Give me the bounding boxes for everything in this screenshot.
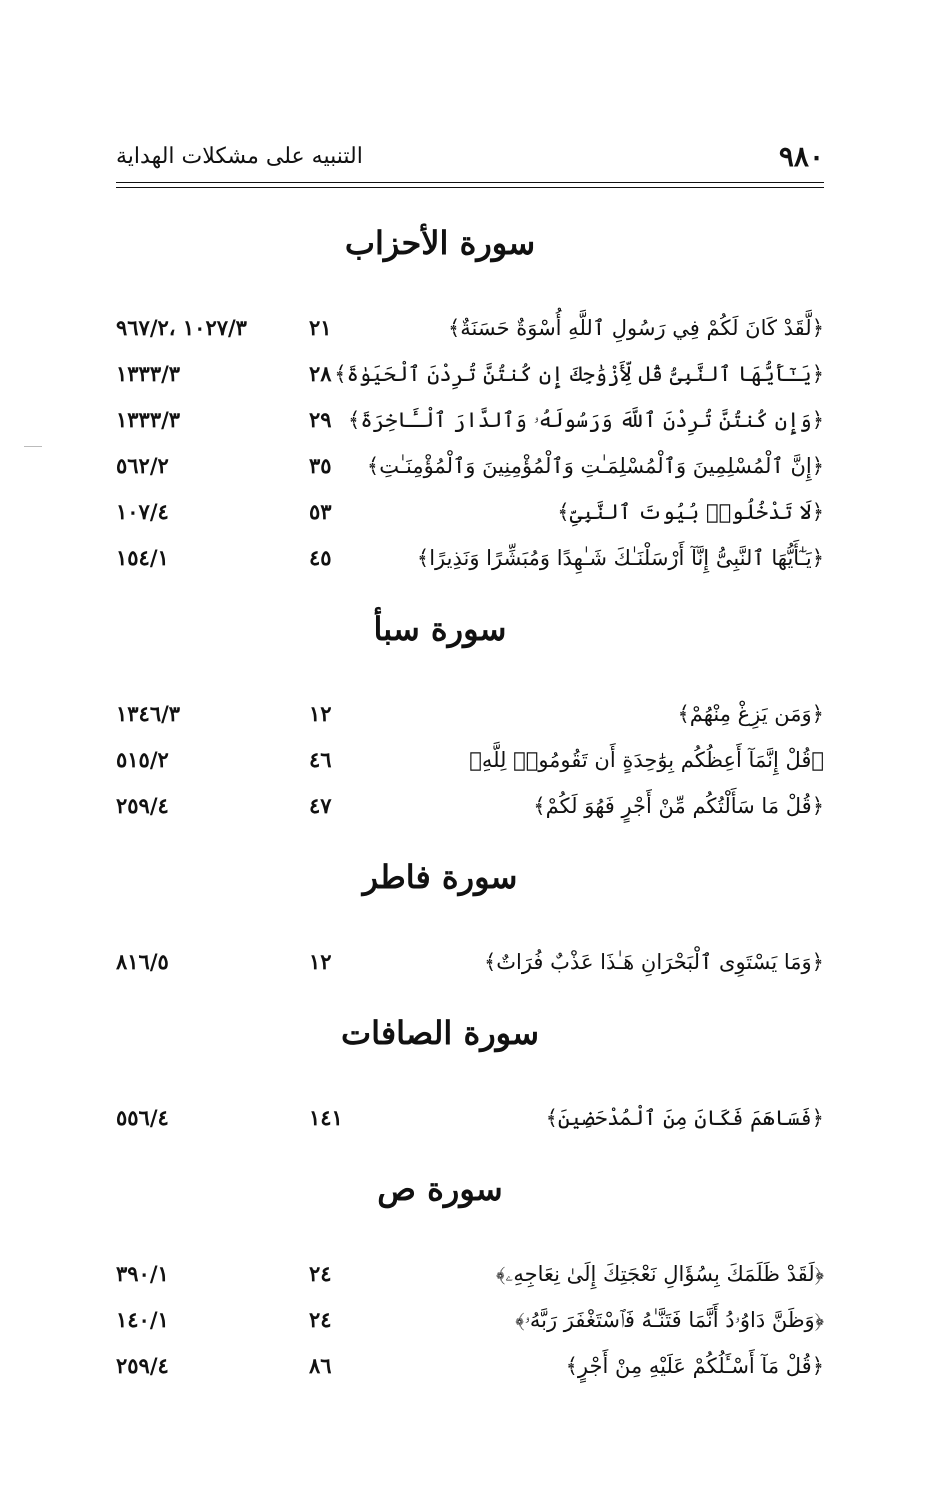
page-reference: ٣٩٠/١ xyxy=(116,1261,169,1286)
running-head-title: التنبيه على مشكلات الهداية xyxy=(116,144,363,169)
index-row xyxy=(116,1251,824,1297)
surah-title: سورة الصافات xyxy=(340,1014,539,1052)
page-reference: ١٠٧/٤ xyxy=(116,499,169,524)
verse-text: ﴿وَمَا يَسْتَوِى ٱلْبَحْرَانِ هَـٰذَا عَذْبٌ فُرَاتٌ﴾ xyxy=(483,950,824,974)
ayah-number: ٢٤ xyxy=(309,1307,332,1332)
surah-section xyxy=(116,601,824,829)
index-row xyxy=(116,737,824,783)
verse-text: ﴿لَا تَدْخُلُوا۟ بُيُوتَ ٱلنَّبِىِّ﴾ xyxy=(557,500,824,524)
ayah-number: ٢١ xyxy=(309,315,332,340)
verse-text: ﴿يَـٰٓأَيُّهَا ٱلنَّبِىُّ قُل لِّأَزْوَٰجِكَ إِن كُنتُنَّ تُرِدْنَ ٱلْحَيَوٰةَ﴾ xyxy=(334,362,824,386)
ayah-number: ٤٧ xyxy=(309,793,332,818)
index-row xyxy=(116,1095,824,1141)
verse-text: ﴿قُلْ مَا سَأَلْتُكُم مِّنْ أَجْرٍ فَهُوَ لَكُمْ﴾ xyxy=(533,794,824,818)
page-reference: ١٣٣٣/٣ xyxy=(116,407,181,432)
verse-text: ﴿قُلْ إِنَّمَآ أَعِظُكُم بِوَٰحِدَةٍ أَن تَقُومُوا۟ لِلَّهِ﴾ xyxy=(469,748,824,772)
ayah-number: ٢٩ xyxy=(309,407,332,432)
verse-text: ﴿يَـٰٓأَيُّهَا ٱلنَّبِىُّ إِنَّآ أَرْسَلْنَـٰكَ شَـٰهِدًا وَمُبَشِّرًا وَنَذِيرًا﴾ xyxy=(416,546,824,570)
page-reference: ٢٥٩/٤ xyxy=(116,793,169,818)
ayah-number: ٢٤ xyxy=(309,1261,332,1286)
margin-mark xyxy=(24,446,42,447)
ayah-number: ٨٦ xyxy=(309,1353,332,1378)
verse-text: ﴿لَّقَدْ كَانَ لَكُمْ فِي رَسُولِ ٱللَّهِ أُسْوَةٌ حَسَنَةٌ﴾ xyxy=(447,316,824,340)
verse-text: ﴿إِنَّ ٱلْمُسْلِمِينَ وَٱلْمُسْلِمَـٰتِ وَٱلْمُؤْمِنِينَ وَٱلْمُؤْمِنَـٰتِ﴾ xyxy=(366,454,824,478)
index-row xyxy=(116,351,824,397)
verse-text: ﴿وَظَنَّ دَاوُۥدُ أَنَّمَا فَتَنَّـٰهُ فَٱسْتَغْفَرَ رَبَّهُۥ﴾ xyxy=(515,1308,824,1332)
surah-section xyxy=(116,215,824,581)
page-reference: ١٥٤/١ xyxy=(116,545,169,570)
index-row xyxy=(116,397,824,443)
header-rule xyxy=(116,187,824,188)
surah-section xyxy=(116,849,824,985)
index-row xyxy=(116,1297,824,1343)
ayah-number: ١٢ xyxy=(309,701,332,726)
ayah-number: ٢٨ xyxy=(309,361,332,386)
index-row xyxy=(116,535,824,581)
verse-text: ﴿فَسَاهَمَ فَكَانَ مِنَ ٱلْمُدْحَضِينَ﴾ xyxy=(545,1106,824,1130)
ayah-number: ٤٦ xyxy=(309,747,332,772)
ayah-number: ٥٣ xyxy=(309,499,332,524)
index-row xyxy=(116,443,824,489)
page-reference: ١٠٢٧/٣ ،٩٦٧/٢ xyxy=(116,315,247,340)
surah-title: سورة فاطر xyxy=(362,858,518,896)
page-reference: ١٣٤٦/٣ xyxy=(116,701,181,726)
page-reference: ٨١٦/٥ xyxy=(116,949,169,974)
ayah-number: ١٤١ xyxy=(309,1105,343,1130)
index-row xyxy=(116,1343,824,1389)
surah-section xyxy=(116,1161,824,1389)
index-row xyxy=(116,939,824,985)
surah-section xyxy=(116,1005,824,1141)
surah-title: سورة سبأ xyxy=(373,610,507,648)
index-row xyxy=(116,305,824,351)
page-reference: ٥٦٢/٢ xyxy=(116,453,169,478)
index-row xyxy=(116,691,824,737)
surah-title: سورة الأحزاب xyxy=(344,224,536,262)
header-rule xyxy=(116,182,824,183)
verse-text: ﴿وَمَن يَزِغْ مِنْهُمْ﴾ xyxy=(677,702,824,726)
index-content xyxy=(116,205,824,1389)
page-number: ٩٨٠ xyxy=(778,140,824,173)
index-row xyxy=(116,783,824,829)
ayah-number: ٤٥ xyxy=(309,545,332,570)
surah-title: سورة ص xyxy=(377,1170,503,1208)
page-reference: ٥١٥/٢ xyxy=(116,747,169,772)
page-reference: ٥٥٦/٤ xyxy=(116,1105,169,1130)
page-reference: ١٤٠/١ xyxy=(116,1307,169,1332)
page-reference: ٢٥٩/٤ xyxy=(116,1353,169,1378)
ayah-number: ١٢ xyxy=(309,949,332,974)
page-header xyxy=(116,140,824,180)
verse-text: ﴿قُلْ مَآ أَسْـَٔلُكُمْ عَلَيْهِ مِنْ أَجْرٍ﴾ xyxy=(565,1354,824,1378)
page-reference: ١٣٣٣/٣ xyxy=(116,361,181,386)
ayah-number: ٣٥ xyxy=(309,453,332,478)
verse-text: ﴿وَإِن كُنتُنَّ تُرِدْنَ ٱللَّهَ وَرَسُولَهُۥ وَٱلدَّارَ ٱلْـَٔاخِرَةَ﴾ xyxy=(348,408,824,432)
index-row xyxy=(116,489,824,535)
verse-text: ﴿لَقَدْ ظَلَمَكَ بِسُؤَالِ نَعْجَتِكَ إِلَىٰ نِعَاجِهِۦ﴾ xyxy=(496,1262,824,1286)
